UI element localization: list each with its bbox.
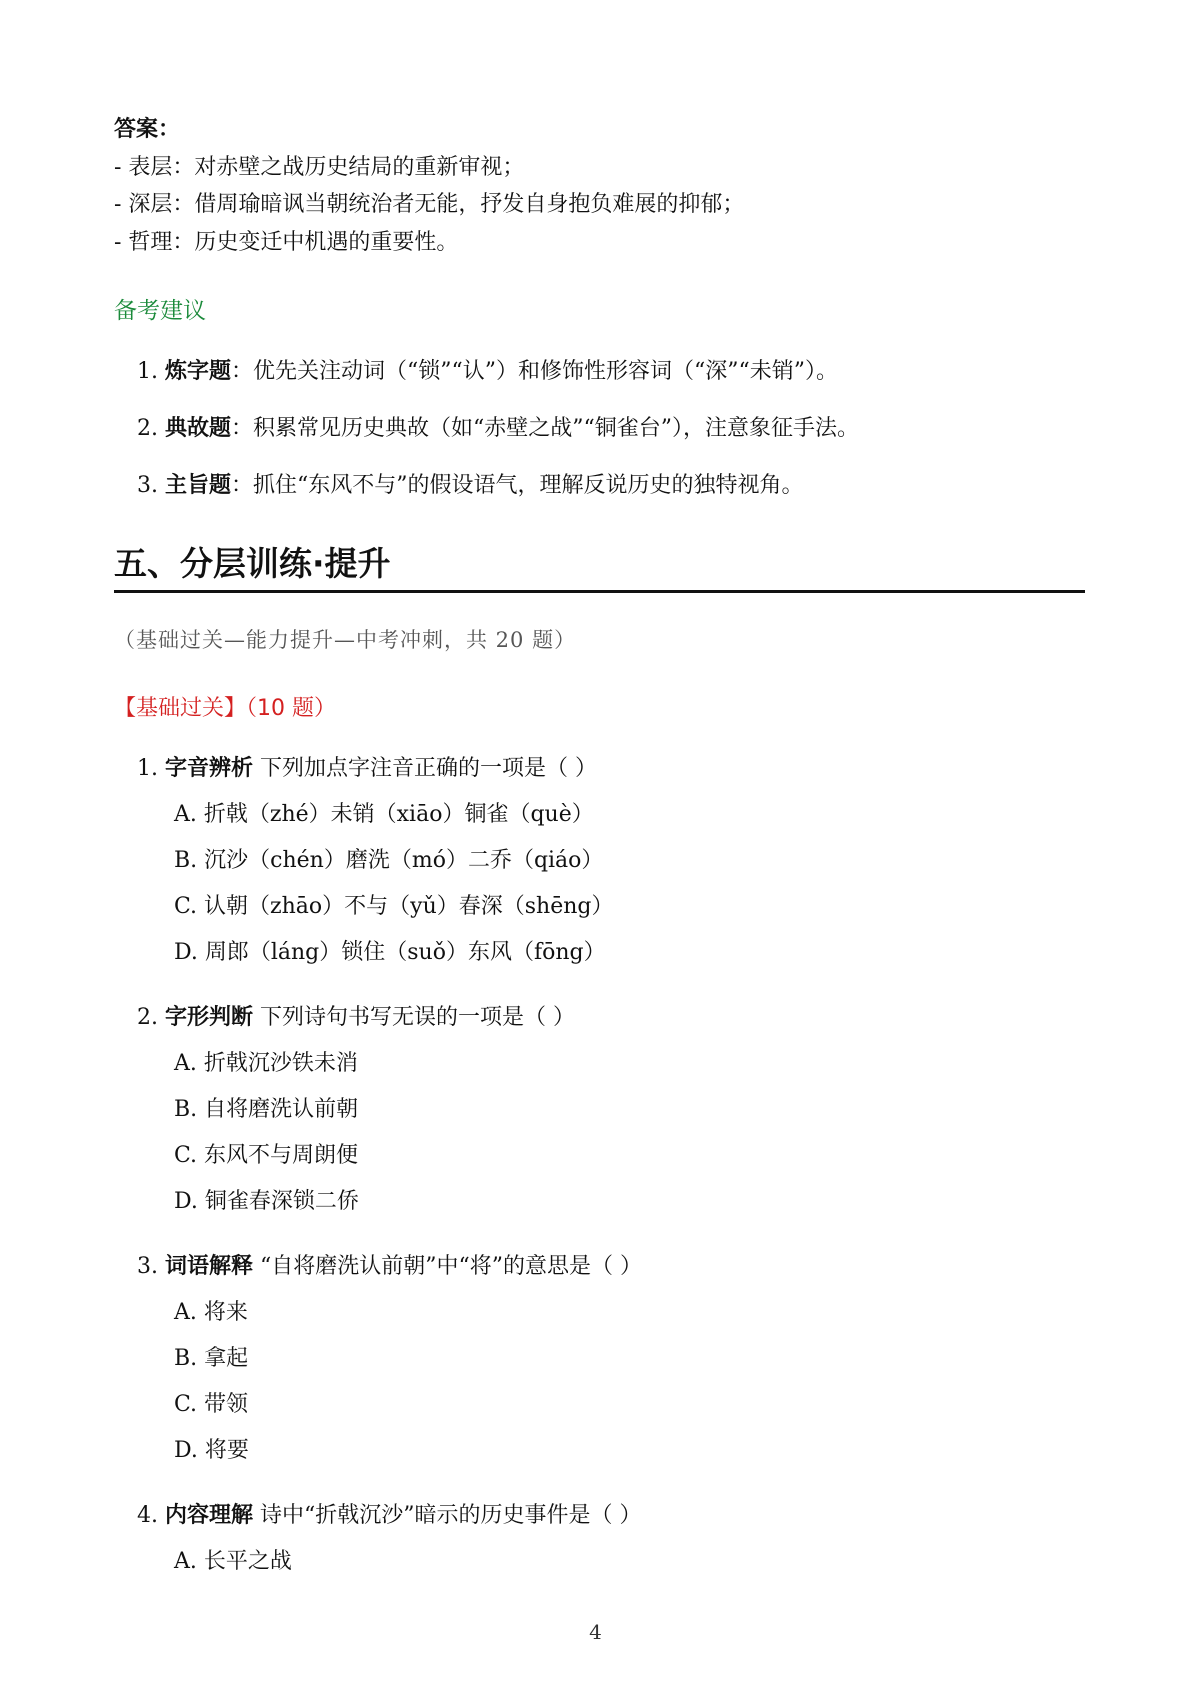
advice-item-number: 3. [137,473,158,498]
question-option: D. 周郎（láng）锁住（suǒ）东风（fōng） [174,940,606,965]
question-option: A. 折戟（zhé）未销（xiāo）铜雀（què） [174,802,594,827]
advice-item-label: 炼字题 [165,359,232,384]
question-option: B. 沉沙（chén）磨洗（mó）二乔（qiáo） [174,848,604,873]
question-option: A. 将来 [174,1300,248,1325]
group-heading [114,694,336,724]
question-option: C. 认朝（zhāo）不与（yǔ）春深（shēng） [174,894,614,919]
section-title: 五、分层训练·提升 [114,544,391,583]
group-count: （10 题） [246,696,337,721]
advice-heading: 备考建议 [114,298,206,324]
advice-item-label: 主旨题 [165,473,232,498]
question-option: C. 带领 [174,1392,249,1417]
advice-item-number: 2. [137,416,158,441]
advice-item [137,414,859,444]
question-option: D. 将要 [174,1438,249,1463]
question-option: B. 拿起 [174,1346,249,1371]
question-option: C. 东风不与周朗便 [174,1143,359,1168]
question-number: 4. [137,1503,158,1528]
question-stem [137,1003,575,1033]
answer-item: - 表层：对赤壁之战历史结局的重新审视； [114,155,525,180]
question-option: B. 自将磨洗认前朝 [174,1097,359,1122]
answer-title: 答案： [114,117,181,142]
question-type: 词语解释 [165,1254,254,1279]
question-text: 下列诗句书写无误的一项是（ ） [253,1005,576,1030]
question-option: A. 折戟沉沙铁未消 [174,1051,358,1076]
advice-item [137,357,838,387]
question-text: “自将磨洗认前朝”中“将”的意思是（ ） [253,1254,642,1279]
question-number: 1. [137,756,158,781]
question-stem [137,1501,642,1531]
answer-item: - 深层：借周瑜暗讽当朝统治者无能，抒发自身抱负难展的抑郁； [114,192,745,217]
advice-item-text: ：抓住“东风不与”的假设语气，理解反说历史的独特视角。 [231,473,804,498]
advice-item [137,471,804,501]
question-number: 2. [137,1005,158,1030]
section-divider [114,590,1085,593]
question-type: 字音辨析 [165,756,254,781]
answer-item: - 哲理：历史变迁中机遇的重要性。 [114,230,459,255]
question-type: 字形判断 [165,1005,254,1030]
section-note: （基础过关—能力提升—中考冲刺，共 20 题） [114,628,577,652]
group-label: 【基础过关】 [114,696,247,721]
question-type: 内容理解 [165,1503,254,1528]
page-number: 4 [589,1620,602,1644]
advice-item-number: 1. [137,359,158,384]
question-option: D. 铜雀春深锁二侨 [174,1189,359,1214]
advice-item-label: 典故题 [165,416,232,441]
question-text: 诗中“折戟沉沙”暗示的历史事件是（ ） [253,1503,642,1528]
advice-item-text: ：积累常见历史典故（如“赤壁之战”“铜雀台”），注意象征手法。 [231,416,860,441]
question-option: A. 长平之战 [174,1549,292,1574]
question-text: 下列加点字注音正确的一项是（ ） [253,756,598,781]
question-number: 3. [137,1254,158,1279]
advice-item-text: ：优先关注动词（“锁”“认”）和修饰性形容词（“深”“未销”）。 [231,359,838,384]
question-stem [137,754,597,784]
question-stem [137,1252,642,1282]
